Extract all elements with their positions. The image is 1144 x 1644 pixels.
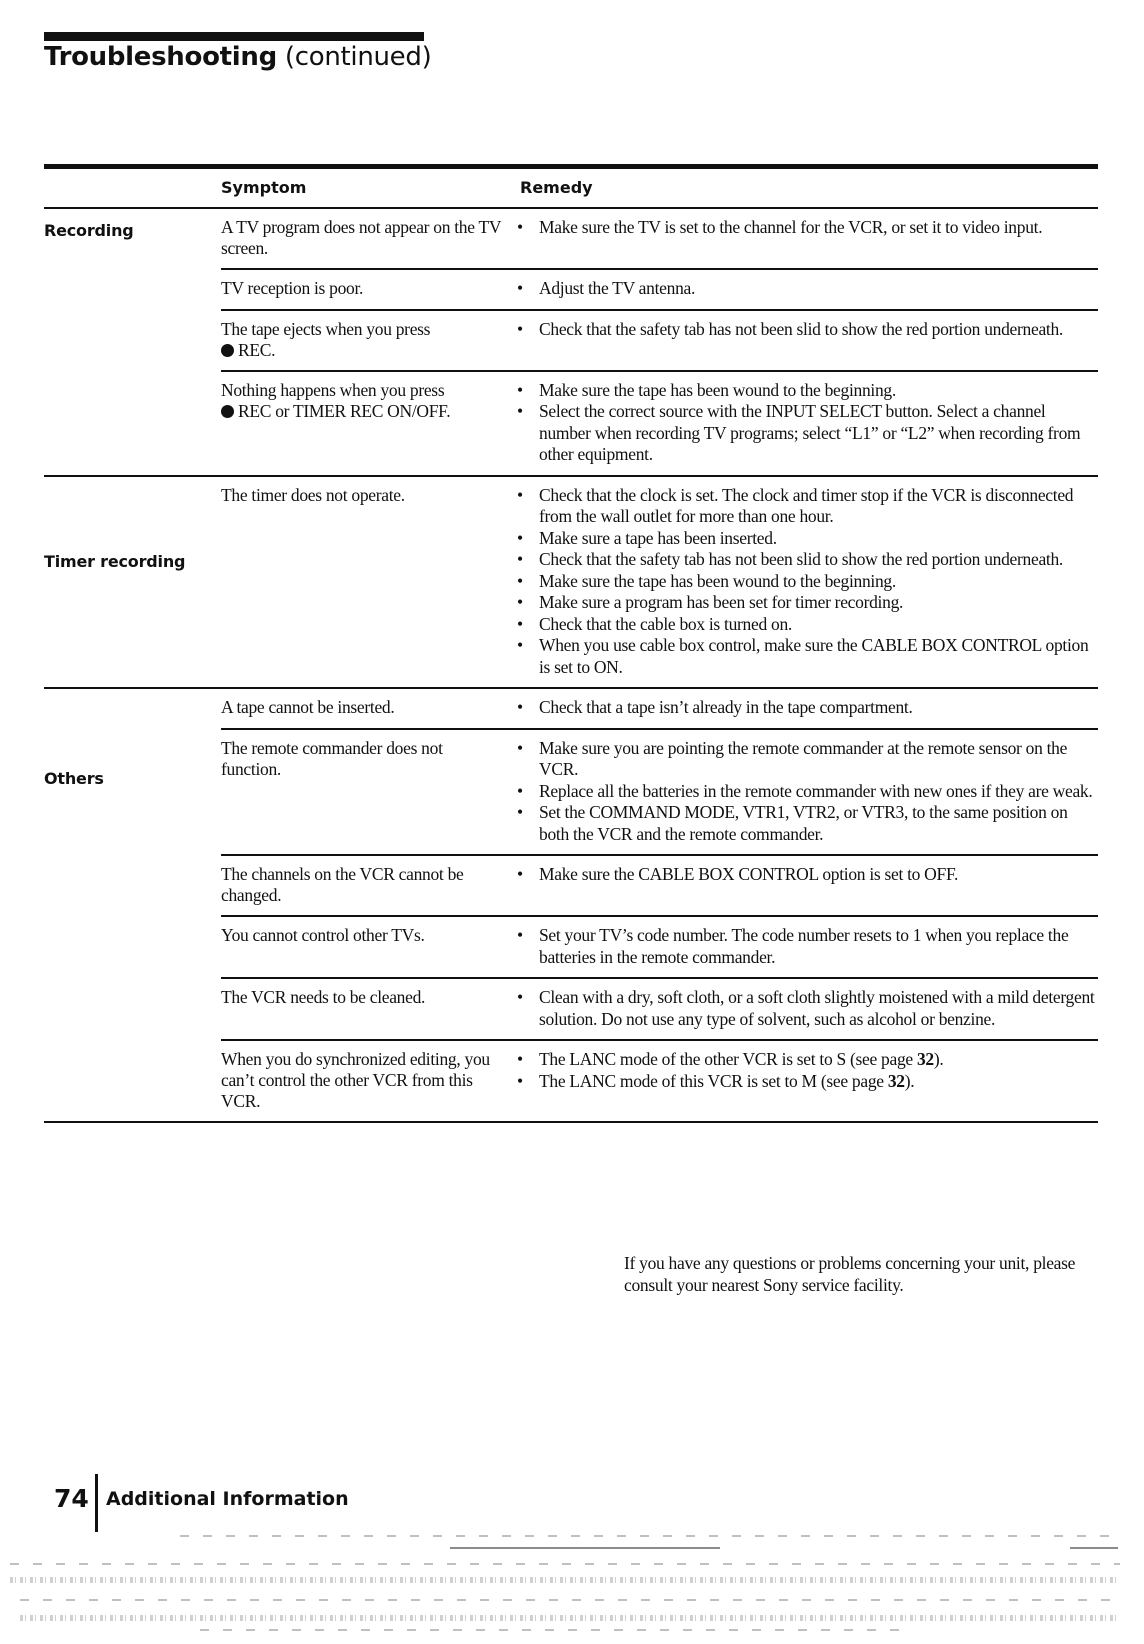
remedy-cell: [515, 738, 1098, 846]
symptom-cell: [221, 380, 515, 466]
record-dot-icon: [221, 344, 234, 357]
symptom-text: You cannot control other TVs.: [221, 925, 425, 945]
service-note: If you have any questions or problems concerning your unit, please consult your nearest Sony service facility.: [624, 1253, 1076, 1295]
remedy-item: [515, 1071, 1098, 1093]
remedy-item: • Check that the clock is set. The clock and timer stop if the VCR is disconnected from the wall outlet for more than one hour.: [515, 485, 1098, 528]
symptom-cell: [221, 1049, 515, 1112]
remedy-text-end: ).: [904, 1070, 915, 1091]
symptom-cell: [221, 738, 515, 846]
symptom-cell: [221, 697, 515, 719]
page-reference: 32: [916, 1049, 934, 1069]
symptom-cell: [221, 864, 515, 906]
remedy-item: • Check that the safety tab has not been slid to show the red portion underneath.: [515, 549, 1098, 571]
remedy-item: • Make sure you are pointing the remote commander at the remote sensor on the VCR.: [515, 738, 1098, 781]
symptom-text: Nothing happens when you press: [221, 379, 445, 400]
title-bar-rule: [44, 32, 424, 41]
scan-artifact-strip: [0, 1530, 1144, 1644]
remedy-text-end: ).: [933, 1049, 944, 1069]
table-row: [221, 370, 1098, 475]
remedy-item: • Replace all the batteries in the remote commander with new ones if they are weak.: [515, 781, 1098, 803]
table-header: [44, 169, 1098, 209]
remedy-text: The LANC mode of this VCR is set to M (see page: [539, 1070, 888, 1091]
remedy-item: • Set the COMMAND MODE, VTR1, VTR2, or VTR3, to the same position on both the VCR and the remote commander.: [515, 802, 1098, 845]
remedy-item: [515, 1049, 1098, 1071]
symptom-text: TV reception is poor.: [221, 278, 364, 298]
page-title-suffix: (continued): [284, 42, 432, 72]
symptom-cell: [221, 925, 515, 968]
symptom-text: The timer does not operate.: [221, 484, 405, 505]
remedy-cell: [515, 217, 1098, 259]
remedy-item: • Check that the safety tab has not been slid to show the red portion underneath.: [515, 319, 1098, 341]
symptom-text-rec: REC or TIMER REC ON/OFF.: [238, 400, 451, 421]
remedy-item: • Make sure the CABLE BOX CONTROL option is set to OFF.: [515, 864, 1098, 886]
remedy-cell: [515, 697, 1098, 719]
page-number-divider: [95, 1474, 98, 1532]
remedy-cell: [515, 864, 1098, 906]
remedy-item: • Set your TV’s code number. The code number resets to 1 when you replace the batteries in the remote commander.: [515, 925, 1098, 968]
table-row: [221, 854, 1098, 915]
table-row: [221, 1039, 1098, 1121]
section-recording: [44, 209, 1098, 477]
symptom-cell: [221, 217, 515, 259]
symptom-text: The VCR needs to be cleaned.: [221, 987, 426, 1007]
remedy-item: • Make sure the tape has been wound to the beginning.: [515, 380, 1098, 402]
table-row: [221, 977, 1098, 1039]
remedy-cell: [515, 319, 1098, 361]
symptom-text: A TV program does not appear on the TV screen.: [221, 217, 501, 258]
table-row: [221, 689, 1098, 728]
table-row: [221, 915, 1098, 977]
remedy-item: • Check that a tape isn’t already in the tape compartment.: [515, 697, 1098, 719]
section-label-recording: Recording: [44, 221, 134, 240]
table-row: [221, 477, 1098, 688]
table-row: [221, 268, 1098, 309]
page-title: [44, 42, 431, 72]
remedy-item: • When you use cable box control, make sure the CABLE BOX CONTROL option is set to ON.: [515, 635, 1098, 678]
page-title-main: Troubleshooting: [44, 42, 277, 72]
remedy-item: • Make sure the TV is set to the channel for the VCR, or set it to video input.: [515, 217, 1098, 239]
symptom-text: The remote commander does not function.: [221, 737, 443, 779]
symptom-text: The channels on the VCR cannot be changed.: [221, 864, 464, 905]
table-row: [221, 728, 1098, 855]
record-dot-icon: [221, 405, 234, 418]
remedy-item: • Check that the cable box is turned on.: [515, 614, 1098, 636]
remedy-cell: [515, 380, 1098, 466]
symptom-cell: [221, 987, 515, 1030]
section-label-timer-recording: Timer recording: [44, 551, 186, 571]
page-reference: 32: [887, 1070, 905, 1091]
table-row: [221, 209, 1098, 268]
section-timer-recording: [44, 477, 1098, 690]
column-header-symptom: Symptom: [221, 178, 307, 197]
table-row: [221, 309, 1098, 370]
section-label-others: Others: [44, 769, 104, 788]
remedy-cell: [515, 987, 1098, 1030]
symptom-text-rec: REC.: [238, 339, 276, 360]
remedy-cell: [515, 485, 1098, 679]
page-number: 74: [54, 1484, 89, 1513]
symptom-text: A tape cannot be inserted.: [221, 697, 395, 717]
footer-section-title: Additional Information: [106, 1488, 349, 1510]
remedy-item: • Select the correct source with the INPUT SELECT button. Select a channel number when recording TV programs; select “L1” or “L2” when recording from other equipment.: [515, 401, 1098, 466]
symptom-cell: [221, 485, 515, 679]
column-header-remedy: Remedy: [520, 178, 593, 197]
troubleshooting-table: [44, 164, 1098, 1123]
remedy-item: • Make sure a tape has been inserted.: [515, 528, 1098, 550]
remedy-cell: [515, 278, 1098, 300]
symptom-text: When you do synchronized editing, you can’t control the other VCR from this VCR.: [221, 1049, 490, 1111]
remedy-cell: [515, 1049, 1098, 1112]
symptom-cell: [221, 278, 515, 300]
symptom-text: The tape ejects when you press: [221, 318, 431, 339]
remedy-cell: [515, 925, 1098, 968]
remedy-text: The LANC mode of the other VCR is set to S (see page: [539, 1049, 917, 1069]
section-others: [44, 689, 1098, 1123]
remedy-item: • Adjust the TV antenna.: [515, 278, 1098, 300]
remedy-item: • Clean with a dry, soft cloth, or a soft cloth slightly moistened with a mild detergent solution. Do not use any type of solvent, such as alcohol or benzine.: [515, 987, 1098, 1030]
remedy-item: • Make sure a program has been set for timer recording.: [515, 592, 1098, 614]
symptom-cell: [221, 319, 515, 361]
remedy-item: • Make sure the tape has been wound to the beginning.: [515, 571, 1098, 593]
